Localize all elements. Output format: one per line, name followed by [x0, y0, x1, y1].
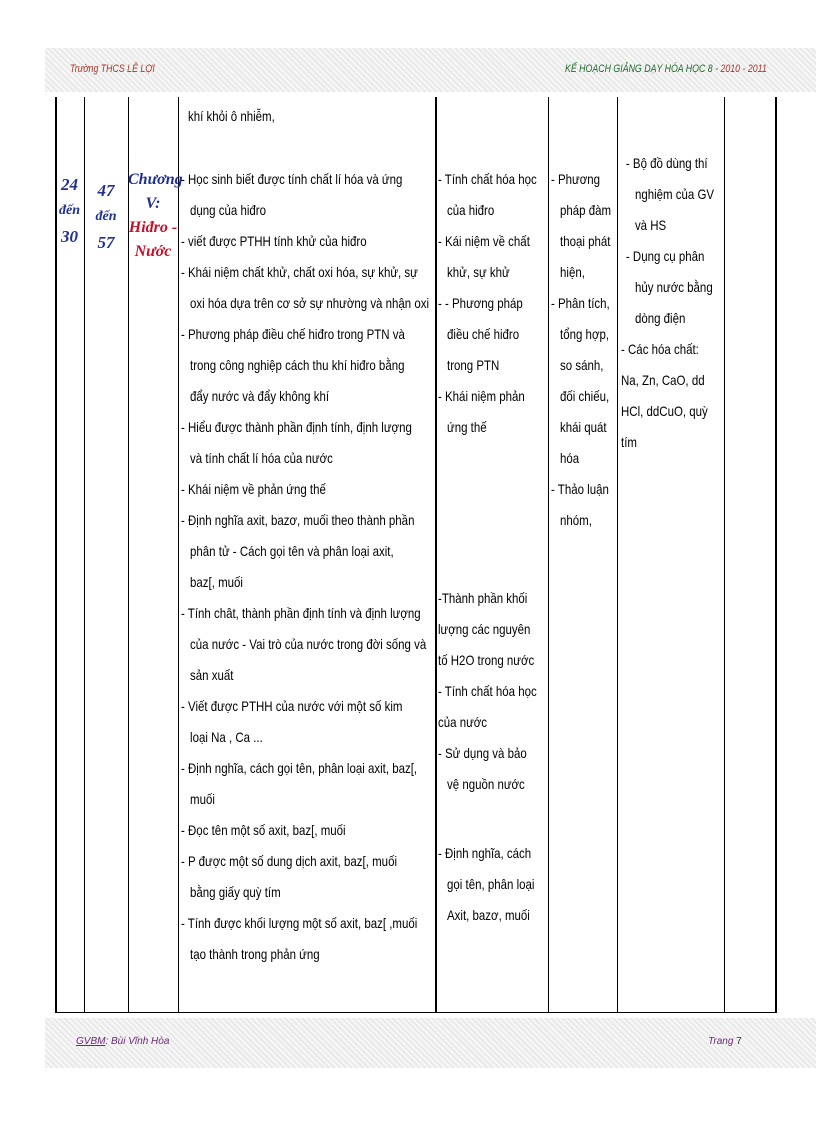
column-divider [724, 97, 725, 1013]
method-line: khái quát [560, 419, 607, 435]
objective-line: muối [190, 791, 215, 807]
objective-line: bằng giấy quỳ tím [190, 884, 281, 900]
objective-line: - Định nghĩa axit, bazơ, muối theo thành phần [181, 512, 415, 528]
objectives-cell [181, 164, 429, 970]
method-line: - Phương [551, 171, 601, 187]
weeks-end: 30 [61, 227, 78, 246]
content-block-water [438, 583, 537, 800]
objective-line: - Hiểu được thành phần định tính, định lượng [181, 419, 412, 435]
method-line: nhóm, [560, 512, 592, 528]
objective-line: - P được một số dung dịch axit, baz[, muối [181, 853, 398, 869]
content-line: - Tính chất hóa học [438, 683, 537, 699]
equipment-line: nghiệm của GV [634, 186, 715, 202]
equipment-line: hủy nước bằng [634, 279, 713, 295]
objective-line: - Khái niệm về phản ứng thế [181, 481, 326, 497]
equipment-line: dòng điện [634, 310, 686, 326]
objective-line: loại Na , Ca ... [190, 729, 263, 745]
page-number: 7 [736, 1036, 742, 1047]
plan-title-text: KẾ HOẠCH GIẢNG DẠY HÓA HỌC 8 [565, 63, 713, 75]
content-line: trong PTN [447, 357, 500, 373]
objective-line: - Khái niệm chất khử, chất oxi hóa, sự khử, sự [181, 264, 418, 280]
previous-row-text: khí khỏi ô nhiễm, [188, 108, 275, 124]
content-line: khử, sự khử [447, 264, 510, 280]
content-line: điều chế hiđro [447, 326, 520, 342]
lessons-end: 57 [97, 233, 115, 252]
objective-line: - Viết được PTHH của nước với một số kim [181, 698, 403, 714]
column-divider [548, 97, 549, 1013]
objective-line: sản xuất [190, 667, 234, 683]
objective-line: - Học sinh biết được tính chất lí hóa và ứng [181, 171, 403, 187]
content-line: ứng thế [447, 419, 487, 435]
objective-line: - Đọc tên một số axit, baz[, muối [181, 822, 346, 838]
lessons-start: 47 [97, 181, 115, 200]
method-line: tổng hợp, [560, 326, 610, 342]
equipment-cell [621, 148, 714, 458]
chapter-number: Chương [128, 171, 183, 188]
chapter-topic-2: Nước [134, 243, 172, 260]
method-line: - Thảo luận [551, 481, 609, 497]
content-line: vệ nguồn nước [447, 776, 525, 792]
objective-line: - Phương pháp điều chế hiđro trong PTN và [181, 326, 405, 342]
content-line: - Sử dụng và bảo [438, 745, 527, 761]
column-divider [617, 97, 618, 1013]
plan-title [565, 63, 767, 75]
content-line: - Khái niệm phản [438, 388, 525, 404]
table-border-right [775, 97, 777, 1013]
lessons-cell [84, 178, 128, 256]
content-block-acids [438, 838, 534, 931]
column-divider [178, 97, 179, 1013]
content-line: tố H2O trong nước [438, 652, 535, 668]
weeks-start: 24 [61, 175, 78, 194]
page-indicator [708, 1036, 742, 1047]
chapter-cell [128, 168, 183, 264]
teacher-signature [76, 1036, 169, 1047]
objective-line: và tính chất lí hóa của nước [190, 450, 333, 466]
content-line: của hiđro [447, 202, 495, 218]
teacher-name: : Bùi Vĩnh Hòa [105, 1036, 170, 1047]
equipment-line: - Các hóa chất: [621, 341, 699, 357]
method-line: so sánh, [560, 357, 604, 373]
weeks-to: đến [59, 203, 80, 218]
weeks-cell [55, 172, 84, 250]
objective-line: tạo thành trong phản ứng [190, 946, 320, 962]
equipment-line: - Dụng cụ phân [625, 248, 705, 264]
teacher-label: GVBM [76, 1036, 106, 1047]
method-line: - Phân tích, [551, 295, 610, 311]
content-line: - Tính chất hóa học [438, 171, 537, 187]
method-line: hóa [560, 450, 580, 466]
objective-line: dụng của hiđro [190, 202, 266, 218]
content-line: - - Phương pháp [438, 295, 523, 311]
content-line: Axit, bazơ, muối [447, 907, 530, 923]
chapter-topic-1: Hiđro - [128, 219, 178, 236]
page-label: Trang [708, 1036, 734, 1047]
content-line: -Thành phần khối [438, 590, 528, 606]
objective-line: đẩy nước và đẩy không khí [190, 388, 330, 404]
school-name: Trường THCS LÊ LỢI [70, 63, 155, 75]
objective-line: - Tính chât, thành phần định tính và định lượng [181, 605, 421, 621]
objective-line: - viết được PTHH tính khử của hiđro [181, 233, 367, 249]
objective-line: của nước - Vai trò của nước trong đời sống và [190, 636, 427, 652]
objective-line: - Định nghĩa, cách gọi tên, phân loại axit, baz[, [181, 760, 418, 776]
methods-cell [551, 164, 611, 536]
equipment-line: HCl, ddCuO, quỳ [621, 403, 708, 419]
content-block-hydrogen [438, 164, 537, 443]
objective-line: trong công nghiệp cách thu khí hiđro bằng [190, 357, 405, 373]
lessons-to: đến [95, 209, 117, 224]
column-divider [435, 97, 437, 1013]
equipment-line: Na, Zn, CaO, dd [621, 372, 705, 388]
content-line: - Kái niệm về chất [438, 233, 530, 249]
objective-line: - Tính được khối lượng một số axit, baz[ ,muối [181, 915, 418, 931]
method-line: đối chiếu, [560, 388, 610, 404]
equipment-line: và HS [634, 217, 667, 233]
school-year: - 2010 - 2011 [712, 63, 767, 75]
content-line: của nước [438, 714, 488, 730]
objective-line: phân tử - Cách gọi tên và phân loại axit, [190, 543, 394, 559]
content-line: lượng các nguyên [438, 621, 531, 637]
chapter-roman: V: [145, 195, 161, 212]
content-line: gọi tên, phân loại [447, 876, 535, 892]
content-line: - Định nghĩa, cách [438, 845, 532, 861]
table-bottom-border [55, 1012, 776, 1013]
method-line: thoại phát [560, 233, 611, 249]
objective-line: baz[, muối [190, 574, 243, 590]
method-line: pháp đàm [560, 202, 612, 218]
method-line: hiện, [560, 264, 585, 280]
equipment-line: tím [621, 434, 637, 450]
equipment-line: - Bộ đồ dùng thí [625, 155, 708, 171]
objective-line: oxi hóa dựa trên cơ sở sự nhường và nhận oxi [190, 295, 430, 311]
